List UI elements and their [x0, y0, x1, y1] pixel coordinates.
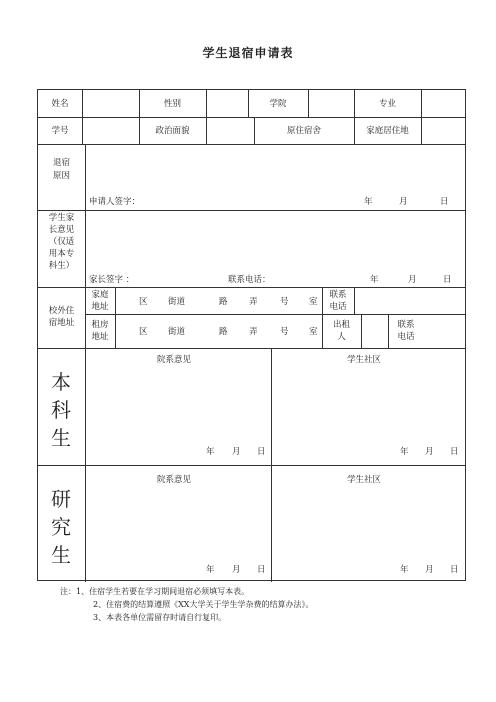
undergrad-dept-year: 年 — [206, 447, 215, 457]
parent-year: 年 — [370, 275, 379, 285]
graduate-community-month: 月 — [425, 565, 434, 575]
undergrad-dept-day: 日 — [257, 447, 266, 457]
parent-label-5: 科生） — [48, 261, 75, 271]
home-address-label: 家庭居住地 — [366, 126, 409, 136]
rent-district: 区 — [139, 327, 148, 337]
parent-label-2: 长意见 — [48, 225, 75, 235]
undergrad-char-3: 生 — [51, 426, 71, 450]
application-form-table — [37, 89, 466, 581]
offcampus-label-1: 校外住 — [48, 306, 75, 316]
graduate-char-1: 研 — [51, 487, 71, 511]
reason-year: 年 — [364, 197, 373, 207]
notes-section — [60, 585, 313, 624]
graduate-dept-opinion-label: 院系意见 — [157, 475, 192, 485]
note-3: 3、本表各单位需留存时请自行复印。 — [93, 613, 227, 622]
rent-contact-label-2: 电话 — [397, 332, 415, 342]
home-contact-label-2: 电话 — [329, 302, 347, 312]
landlord-label-1: 出租 — [332, 320, 350, 330]
rent-room: 室 — [309, 327, 318, 337]
name-label: 姓名 — [51, 99, 69, 109]
graduate-char-2: 究 — [51, 515, 71, 539]
home-street: 街道 — [168, 297, 186, 307]
reason-month: 月 — [399, 197, 408, 207]
rent-number: 号 — [280, 327, 289, 337]
graduate-char-3: 生 — [51, 543, 71, 567]
parent-signature-label: 家长签字 ： — [89, 275, 135, 285]
reason-label-2: 原因 — [52, 171, 70, 181]
graduate-community-day: 日 — [450, 565, 459, 575]
home-lane: 弄 — [249, 297, 258, 307]
graduate-community-label: 学生社区 — [347, 475, 382, 485]
home-address-type-1: 家庭 — [91, 290, 109, 300]
rent-address-type-2: 地址 — [91, 332, 109, 342]
undergrad-char-1: 本 — [51, 370, 71, 394]
parent-label-1: 学生家 — [48, 213, 75, 223]
undergrad-char-2: 科 — [51, 398, 71, 422]
college-label: 学院 — [269, 99, 287, 109]
rent-road: 路 — [219, 327, 228, 337]
note-1: 注：1、住宿学生若要在学习期间退宿必须填写本表。 — [60, 587, 250, 596]
home-road: 路 — [219, 297, 228, 307]
parent-month: 月 — [408, 275, 417, 285]
undergrad-community-year: 年 — [400, 447, 409, 457]
rent-contact-label-1: 联系 — [397, 320, 415, 330]
graduate-dept-year: 年 — [206, 565, 215, 575]
home-contact-label-1: 联系 — [329, 290, 347, 300]
home-number: 号 — [280, 297, 289, 307]
note-2: 2、住宿费的结算遵照《XX大学关于学生学杂费的结算办法》。 — [93, 600, 314, 609]
major-label: 专业 — [378, 99, 396, 109]
graduate-community-year: 年 — [400, 565, 409, 575]
parent-label-4: 用本专 — [48, 249, 75, 259]
landlord-label-2: 人 — [337, 332, 346, 342]
reason-label-1: 退宿 — [52, 158, 70, 168]
rent-lane: 弄 — [249, 327, 258, 337]
student-id-label: 学号 — [51, 126, 69, 136]
parent-label-3: （仅适 — [48, 237, 75, 247]
parent-day: 日 — [443, 275, 452, 285]
graduate-dept-day: 日 — [257, 565, 266, 575]
rent-address-type-1: 租房 — [91, 320, 109, 330]
undergrad-community-day: 日 — [450, 447, 459, 457]
political-status-label: 政治面貌 — [155, 126, 190, 136]
form-title: 学生退宿申请表 — [202, 46, 294, 60]
undergrad-community-label: 学生社区 — [347, 355, 382, 365]
home-district: 区 — [139, 297, 148, 307]
rent-street: 街道 — [168, 327, 186, 337]
parent-phone-label: 联系电话： — [228, 275, 271, 285]
undergrad-dept-opinion-label: 院系意见 — [157, 355, 192, 365]
graduate-dept-month: 月 — [232, 565, 241, 575]
applicant-signature-label: 申请人签字： — [89, 197, 141, 207]
undergrad-community-month: 月 — [425, 447, 434, 457]
former-dorm-label: 原住宿舍 — [286, 126, 321, 136]
gender-label: 性别 — [163, 99, 181, 109]
undergrad-dept-month: 月 — [232, 447, 241, 457]
reason-day: 日 — [440, 197, 449, 207]
home-address-type-2: 地址 — [91, 302, 109, 312]
offcampus-label-2: 宿地址 — [48, 318, 75, 328]
home-room: 室 — [309, 297, 318, 307]
